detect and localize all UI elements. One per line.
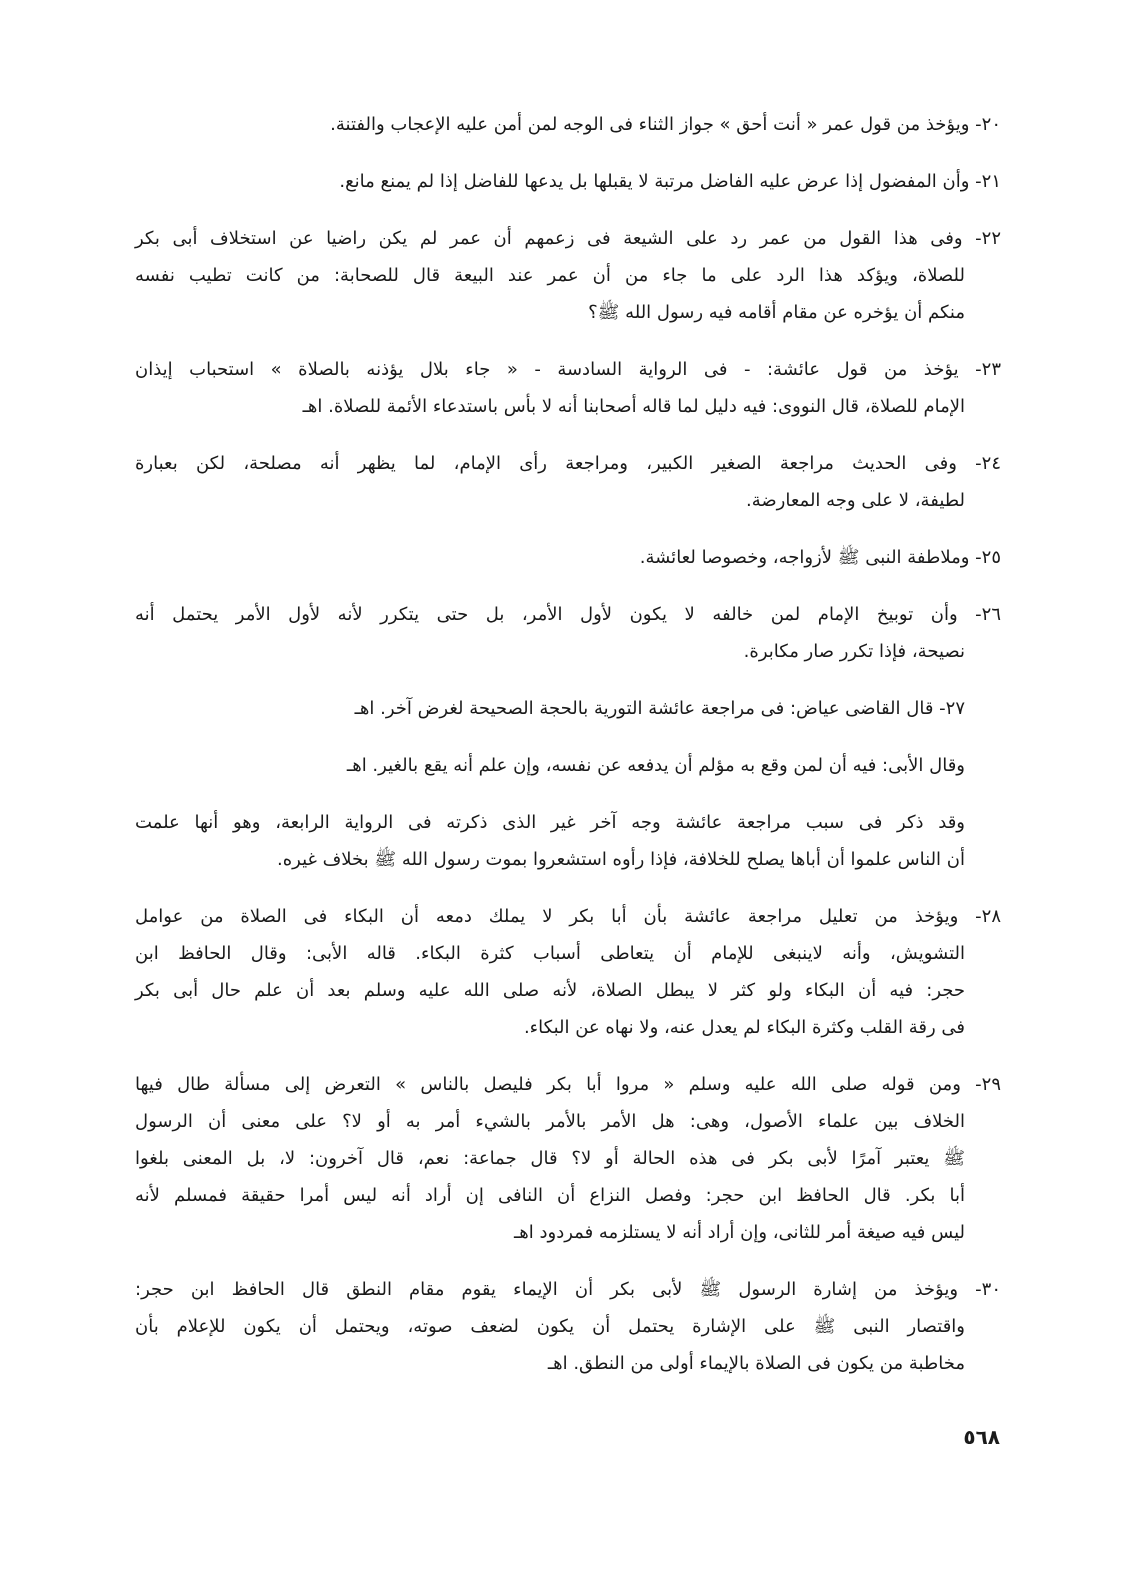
text-line: فى رقة القلب وكثرة البكاء لم يعدل عنه، ولا نهاه عن البكاء. <box>523 1017 965 1038</box>
text-line: لطيفة، لا على وجه المعارضة. <box>746 490 965 511</box>
paragraph <box>135 220 1001 331</box>
text-line: الخلاف بين علماء الأصول، وهى: هل الأمر بالأمر بالشيء أمر به أو لا؟ على معنى أن الرسول <box>135 1111 965 1132</box>
text-line: الإمام للصلاة، قال النووى: فيه دليل لما قاله أصحابنا أنه لا بأس باستدعاء الأئمة للصلاة. اهـ <box>302 396 965 417</box>
text-line: ٣٠- ويؤخذ من إشارة الرسول ﷺ لأبى بكر أن الإيماء يقوم مقام النطق قال الحافظ ابن حجر: <box>135 1279 1001 1300</box>
text-line: ٢٧- قال القاضى عياض: فى مراجعة عائشة التورية بالحجة الصحيحة لغرض آخر. اهـ <box>354 698 965 719</box>
text-line: وقد ذكر فى سبب مراجعة عائشة وجه آخر غير الذى ذكرته فى الرواية الرابعة، وهو أنها علمت <box>135 812 965 833</box>
paragraph <box>135 747 1001 784</box>
text-line: مخاطبة من يكون فى الصلاة بالإيماء أولى من النطق. اهـ <box>547 1353 965 1374</box>
page-number: ٥٦٨ <box>963 1425 1000 1449</box>
text-line: ٢٠- ويؤخذ من قول عمر « أنت أحق » جواز الثناء فى الوجه لمن أمن عليه الإعجاب والفتنة. <box>330 114 1001 135</box>
text-line: ٢٣- يؤخذ من قول عائشة: - فى الرواية السادسة - « جاء بلال يؤذنه بالصلاة » استحباب إيذان <box>135 359 1001 380</box>
page-body <box>135 106 1001 1402</box>
text-line: للصلاة، ويؤكد هذا الرد على ما جاء من أن عمر عند البيعة قال للصحابة: من كانت تطيب نفسه <box>135 265 965 286</box>
paragraph <box>135 351 1001 425</box>
text-line: التشويش، وأنه لاينبغى للإمام أن يتعاطى أسباب كثرة البكاء. قاله الأبى: وقال الحافظ ابن <box>135 943 965 964</box>
paragraph <box>135 539 1001 576</box>
text-line: وقال الأبى: فيه أن لمن وقع به مؤلم أن يدفعه عن نفسه، وإن علم أنه يقع بالغير. اهـ <box>346 755 965 776</box>
text-line: أن الناس علموا أن أباها يصلح للخلافة، فإذا رأوه استشعروا بموت رسول الله ﷺ بخلاف غيره. <box>277 849 965 870</box>
text-line: ٢١- وأن المفضول إذا عرض عليه الفاضل مرتبة لا يقبلها بل يدعها للفاضل إذا لم يمنع مانع. <box>339 171 1001 192</box>
paragraph <box>135 106 1001 143</box>
text-line: واقتصار النبى ﷺ على الإشارة يحتمل أن يكون لضعف صوته، ويحتمل أن يكون للإعلام بأن <box>135 1316 965 1337</box>
text-line: ليس فيه صيغة أمر للثانى، وإن أراد أنه لا يستلزمه فمردود اهـ <box>514 1222 965 1243</box>
paragraph <box>135 1271 1001 1382</box>
paragraph <box>135 163 1001 200</box>
text-line: ٢٩- ومن قوله صلى الله عليه وسلم « مروا أبا بكر فليصل بالناس » التعرض إلى مسألة طال فيها <box>135 1074 1001 1095</box>
paragraph <box>135 596 1001 670</box>
text-line: ﷺ يعتبر آمرًا لأبى بكر فى هذه الحالة أو لا؟ قال جماعة: نعم، قال آخرون: لا، بل المعنى بلغوا <box>135 1148 965 1169</box>
text-line: أبا بكر. قال الحافظ ابن حجر: وفصل النزاع أن النافى إن أراد أنه ليس أمرا حقيقة فمسلم لأنه <box>135 1185 965 1206</box>
text-line: حجر: فيه أن البكاء ولو كثر لا يبطل الصلاة، لأنه صلى الله عليه وسلم بعد أن علم حال أبى بكر <box>135 980 965 1001</box>
text-line: ٢٥- وملاطفة النبى ﷺ لأزواجه، وخصوصا لعائشة. <box>639 547 1001 568</box>
text-line: منكم أن يؤخره عن مقام أقامه فيه رسول الله ﷺ؟ <box>588 302 965 323</box>
paragraph <box>135 804 1001 878</box>
paragraph <box>135 898 1001 1046</box>
text-line: ٢٢- وفى هذا القول من عمر رد على الشيعة فى زعمهم أن عمر لم يكن راضيا عن استخلاف أبى بكر <box>135 228 1001 249</box>
text-line: ٢٦- وأن توبيخ الإمام لمن خالفه لا يكون لأول الأمر، بل حتى يتكرر لأنه لأول الأمر يحتمل أنه <box>135 604 1001 625</box>
text-line: ٢٤- وفى الحديث مراجعة الصغير الكبير، ومراجعة رأى الإمام، لما يظهر أنه مصلحة، لكن بعبارة <box>135 453 1001 474</box>
text-line: نصيحة، فإذا تكرر صار مكابرة. <box>743 641 965 662</box>
text-line: ٢٨- ويؤخذ من تعليل مراجعة عائشة بأن أبا بكر لا يملك دمعه أن البكاء فى الصلاة من عوامل <box>135 906 1001 927</box>
paragraph <box>135 1066 1001 1251</box>
paragraph <box>135 690 1001 727</box>
paragraph <box>135 445 1001 519</box>
